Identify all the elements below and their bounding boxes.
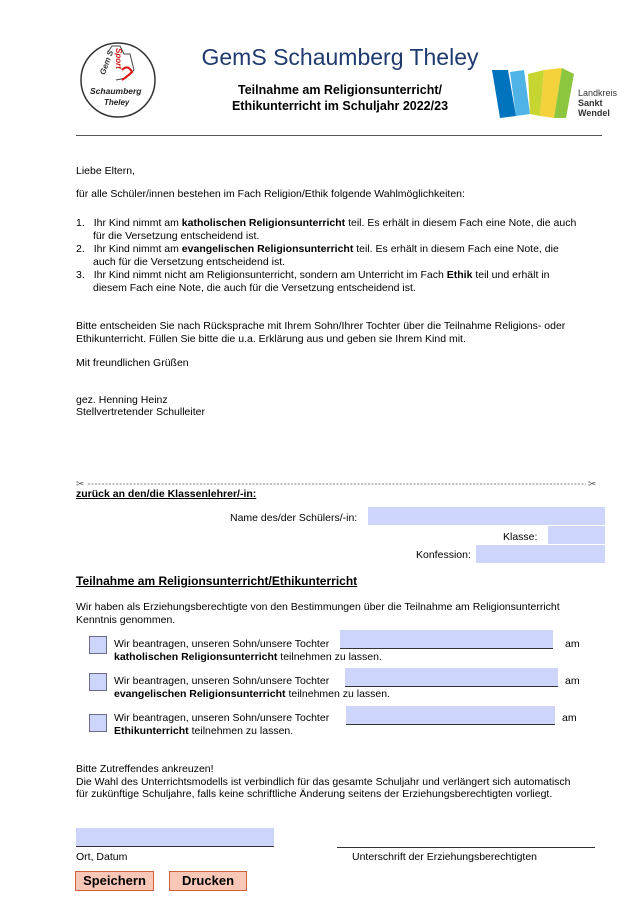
confession-label: Konfession: (416, 549, 471, 561)
option-number: 1. (76, 217, 85, 229)
note-binding-line-2: für zukünftige Schuljahre, falls keine schriftliche Änderung seitens der Erziehungsberechtigten vorliegt. (76, 788, 553, 800)
logo-text-theley: Theley (104, 98, 130, 107)
signature-label: Unterschrift der Erziehungsberechtigten (352, 851, 538, 863)
choice-text-pre: Wir beantragen, unseren Sohn/unsere Tochter (114, 638, 330, 650)
request-line-1: Bitte entscheiden Sie nach Rücksprache mit Ihrem Sohn/Ihrer Tochter über die Teilnahme Religions- oder (76, 320, 566, 332)
option-number: 3. (76, 269, 85, 281)
choice-text-post: teilnehmen zu lassen. (285, 687, 391, 700)
option-text-post: teil und erhält in (472, 269, 550, 281)
option-text-pre: Ihr Kind nimmt nicht am Religionsunterricht, sondern am Unterricht im Fach (93, 269, 447, 281)
ethics-checkbox[interactable] (89, 714, 107, 732)
acknowledgement-line-1: Wir haben als Erziehungsberechtigte von den Bestimmungen über die Teilnahme am Religionsunterricht (76, 601, 560, 613)
catholic-child-name-input[interactable] (340, 630, 553, 649)
note-binding-line-1: Die Wahl des Unterrichtsmodells ist verbindlich für das gesamte Schuljahr und verlängert sich automatisch (76, 775, 571, 788)
choice-3-text (114, 712, 329, 737)
district-logo-line-2: Sankt (578, 98, 603, 108)
option-text-bold: katholischen Religionsunterricht (181, 217, 346, 229)
district-logo (490, 66, 620, 122)
scissors-icon: ✂ (76, 479, 85, 489)
ethics-child-name-input[interactable] (346, 706, 555, 725)
class-input[interactable] (548, 526, 605, 544)
choice-text-bold: evangelischen Religionsunterricht (114, 687, 286, 700)
confession-input[interactable] (476, 545, 605, 563)
district-logo-line-3: Wendel (578, 108, 610, 118)
section-title: Teilnahme am Religionsunterricht/Ethikunterricht (76, 574, 358, 588)
choice-am-label: am (565, 675, 580, 687)
subtitle-line-1: Teilnahme am Religionsunterricht/ (238, 83, 442, 97)
intro-text: für alle Schüler/innen bestehen im Fach Religion/Ethik folgende Wahlmöglichkeiten: (76, 188, 465, 200)
option-text-pre: Ihr Kind nimmt am (93, 243, 182, 255)
logo-text-sport: Sport (113, 48, 123, 69)
choice-am-label: am (562, 712, 577, 724)
option-text-bold: evangelischen Religionsunterricht (181, 243, 354, 255)
choice-text-post: teilnehmen zu lassen. (188, 724, 294, 737)
option-text-line2: für die Versetzung entscheidend ist. (93, 229, 260, 242)
signer-name: gez. Henning Heinz (76, 394, 168, 406)
option-item-3 (76, 269, 606, 294)
scissors-icon: ✂ (588, 479, 597, 489)
choice-text-bold: katholischen Religionsunterricht (114, 650, 278, 663)
option-text-line2: diesem Fach eine Note, die auch für die Versetzung entscheidend ist. (93, 281, 416, 294)
save-button[interactable]: Speichern (75, 871, 154, 891)
place-date-label: Ort, Datum (76, 851, 128, 863)
protestant-checkbox[interactable] (89, 673, 107, 691)
choice-text-pre: Wir beantragen, unseren Sohn/unsere Tochter (114, 712, 330, 724)
request-line-2: Ethikunterricht. Füllen Sie bitte die u.a. Erklärung aus und geben sie Ihrem Kind mit. (76, 332, 466, 345)
option-text-post: teil. Es erhält in diesem Fach eine Note, die auch (345, 217, 577, 229)
option-list (76, 217, 606, 294)
choice-am-label: am (565, 638, 580, 650)
option-text-pre: Ihr Kind nimmt am (93, 217, 182, 229)
print-button[interactable]: Drucken (169, 871, 247, 891)
notes (76, 763, 571, 801)
district-logo-line-1: Landkreis (578, 88, 618, 98)
option-text-post: teil. Es erhält in diesem Fach eine Note, die (353, 243, 559, 255)
cut-line (76, 476, 598, 489)
choice-text-post: teilnehmen zu lassen. (277, 650, 382, 663)
request-text (76, 320, 565, 345)
closing: Mit freundlichen Grüßen (76, 357, 189, 369)
option-text-line2: auch für die Versetzung entscheidend ist. (93, 255, 286, 268)
catholic-checkbox[interactable] (89, 636, 107, 654)
note-tick-hint: Bitte Zutreffendes ankreuzen! (76, 763, 214, 775)
subtitle-line-2: Ethikunterricht im Schuljahr 2022/23 (231, 99, 449, 113)
option-item-2 (76, 243, 606, 268)
school-name: GemS Schaumberg Theley (201, 44, 479, 70)
protestant-child-name-input[interactable] (345, 668, 558, 687)
signer-role: Stellvertretender Schulleiter (76, 406, 205, 418)
greeting: Liebe Eltern, (76, 165, 135, 177)
choice-text-pre: Wir beantragen, unseren Sohn/unsere Tochter (114, 675, 330, 687)
option-text-bold: Ethik (446, 269, 473, 281)
student-name-input[interactable] (368, 507, 605, 525)
logo-text-schaumberg: Schaumberg (90, 86, 142, 96)
place-date-input[interactable] (76, 828, 274, 847)
signature-line (337, 847, 595, 848)
return-to-label: zurück an den/die Klassenlehrer/-in: (76, 488, 257, 500)
document-subtitle (190, 82, 490, 114)
choice-text-bold: Ethikunterricht (114, 724, 189, 737)
option-number: 2. (76, 243, 85, 255)
student-name-label: Name des/der Schülers/-in: (230, 512, 358, 524)
acknowledgement-line-2: Kenntnis genommen. (76, 613, 176, 626)
class-label: Klasse: (503, 531, 538, 543)
acknowledgement-text (76, 601, 560, 626)
header-divider (76, 135, 602, 136)
logo-text-gems: Gem S (98, 49, 116, 76)
option-item-1 (76, 217, 606, 242)
district-logo-text (578, 88, 617, 118)
